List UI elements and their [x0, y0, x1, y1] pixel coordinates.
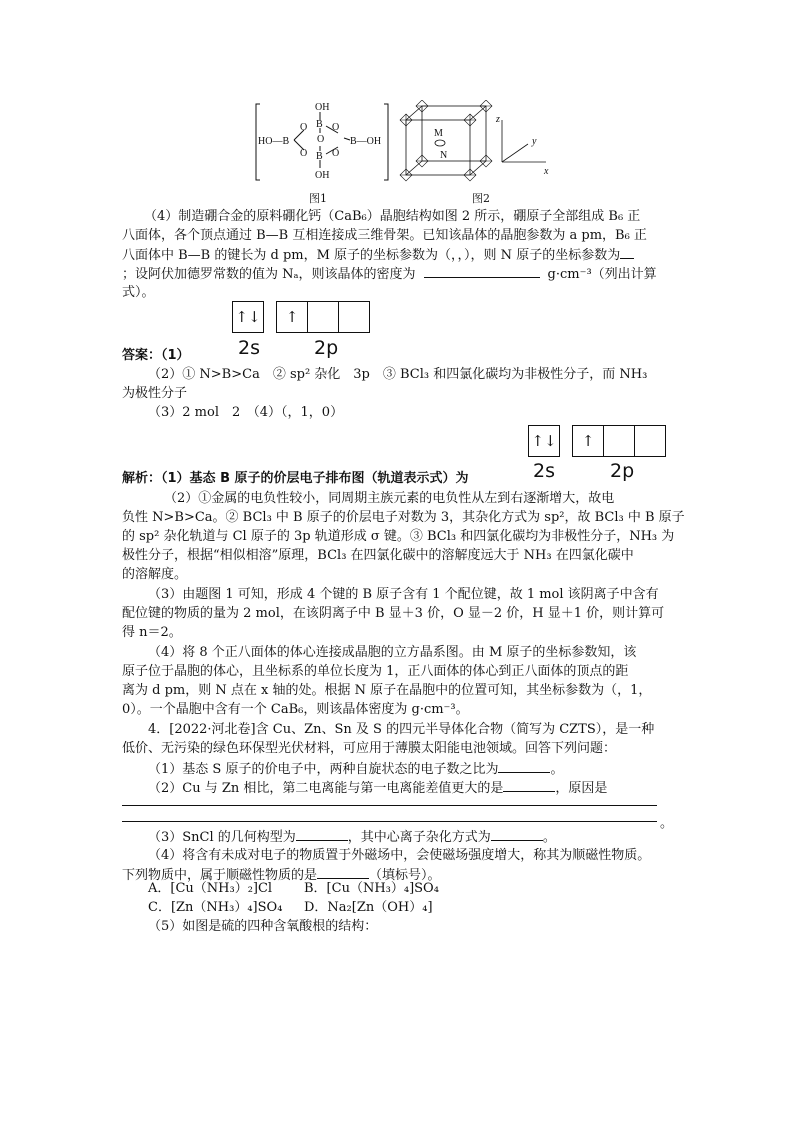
q4-hebei-sub-4-l1: （4）将含有未成对电子的物质置于外磁场中，会使磁场强度增大，称其为顺磁性物质。	[148, 848, 651, 863]
q4-line-2: 八面体，各个顶点通过 B—B 互相连接成三维骨架。已知该晶体的晶胞参数为 a pm，B₆ 正	[122, 228, 647, 243]
orbital-2p-box-1: ↑	[276, 301, 308, 333]
reason-blank-line-1[interactable]	[122, 805, 657, 806]
analysis-p3-l2: 配位键的物质的量为 2 mol，在该阴离子中 B 显＋3 价，O 显－2 价，H 显＋1 价，则计算可	[122, 606, 665, 621]
analysis-p2-l4: 极性分子，根据“相似相溶”原理，BCl₃ 在四氯化碳中的溶解度远大于 NH₃ 在四氯化碳中	[122, 548, 634, 563]
orbital-spacer	[559, 425, 573, 455]
orbital-2s-label: 2s	[238, 337, 260, 359]
x-axis-label: x	[544, 166, 549, 177]
sub-3-text: （3）SnCl 的几何构型为	[148, 830, 296, 845]
option-d[interactable]: D．Na₂[Zn（OH）₄]	[304, 900, 433, 915]
option-c[interactable]: C．[Zn（NH₃）₄]SO₄	[148, 900, 283, 915]
figure-2-cab6-cell	[396, 100, 566, 185]
ho-left-label: HO—B	[258, 136, 290, 147]
option-b[interactable]: B．[Cu（NH₃）₄]SO₄	[304, 881, 439, 896]
q4-hebei-line-1: 4．[2022·河北卷]含 Cu、Zn、Sn 及 S 的四元半导体化合物（简写为 CZTS），是一种	[148, 722, 655, 737]
orbital-2p-label: 2p	[610, 460, 635, 482]
sub-1-end: 。	[550, 762, 564, 777]
orbital-2s-label: 2s	[533, 460, 555, 482]
sub-4-end: （填标号）。	[369, 868, 441, 883]
svg-text:O: O	[300, 148, 308, 159]
orbital-2s-box: ↑↓	[528, 425, 560, 457]
oh-top-label: OH	[315, 102, 330, 113]
orbital-spacer	[263, 301, 277, 331]
sub-4-text: 下列物质中，属于顺磁性物质的是	[122, 868, 318, 883]
ionization-blank[interactable]	[503, 779, 555, 792]
sub-2-text: （2）Cu 与 Zn 相比，第二电离能与第一电离能差值更大的是	[148, 781, 504, 796]
q4-line-1: （4）制造硼合金的原料硼化钙（CaB₆）晶胞结构如图 2 所示，硼原子全部组成 B₆ 正	[144, 209, 641, 224]
orbital-2p-label: 2p	[314, 337, 339, 359]
option-a[interactable]: A．[Cu（NH₃）₂]Cl	[148, 881, 273, 896]
svg-text:O: O	[332, 148, 340, 159]
q4-line-4	[122, 265, 657, 284]
analysis-p3-l3: 得 n＝2。	[122, 625, 182, 640]
figure-1-caption: 图1	[309, 192, 327, 205]
sub-2-mid: ，原因是	[555, 781, 608, 796]
analysis-p4-l4: 0）。一个晶胞中含有一个 CaB₆，则该晶体密度为 g·cm⁻³。	[122, 702, 469, 717]
sub-3-end: 。	[542, 830, 556, 845]
orbital-2p-box-3	[338, 301, 370, 333]
answer-line-4: （3）2 mol 2 （4）（，1，0）	[148, 405, 344, 420]
answer-line-2: （2）① N>B>Ca ② sp² 杂化 3p ③ BCl₃ 和四氯化碳均为非极性分子，而 NH₃	[148, 367, 648, 382]
spin-ratio-blank[interactable]	[498, 760, 550, 773]
cab6-cell-diagram	[396, 100, 566, 185]
analysis-p2-l3: 的 sp² 杂化轨道与 Cl 原子的 3p 轨道形成 σ 键。③ BCl₃ 和四氯化碳均为非极性分子，NH₃ 为	[122, 529, 675, 544]
b-top-label: B	[316, 119, 323, 130]
q4-hebei-line-2: 低价、无污染的绿色环保型光伏材料，可应用于薄膜太阳能电池领域。回答下列问题：	[122, 741, 617, 756]
analysis-head: 解析：（1）基态 B 原子的价层电子排布图（轨道表示式）为	[122, 471, 469, 486]
sub-3-mid: ，其中心离子杂化方式为	[347, 830, 491, 845]
borate-diagram	[254, 100, 394, 185]
q4-hebei-sub-2	[148, 779, 607, 798]
q4-line-5: 式）。	[122, 285, 155, 300]
analysis-p4-l1: （4）将 8 个正八面体的体心连接成晶胞的立方晶系图。由 M 原子的坐标参数知，该	[148, 645, 637, 660]
q4-line-4-text: ；设阿伏加德罗常数的值为 Nₐ，则该晶体的密度为	[122, 267, 416, 282]
analysis-p4-l2: 原子位于晶胞的体心，且坐标系的单位长度为 1，正八面体的体心到正八面体的顶点的距	[122, 664, 629, 679]
analysis-p3-l1: （3）由题图 1 可知，形成 4 个键的 B 原子含有 1 个配位键，故 1 mol 该阴离子中含有	[148, 587, 659, 602]
sub-2-end: 。	[660, 816, 674, 831]
n-coord-blank[interactable]	[620, 246, 634, 259]
figure-1-borate-structure	[254, 100, 394, 185]
geometry-blank[interactable]	[296, 828, 348, 841]
orbital-2p-box-2	[307, 301, 339, 333]
q4-line-4-end: g·cm⁻³（列出计算	[547, 267, 657, 282]
hybridization-blank[interactable]	[491, 828, 543, 841]
q4-line-3	[122, 246, 634, 265]
density-blank[interactable]	[424, 265, 540, 278]
q4-hebei-sub-3	[148, 828, 556, 847]
svg-text:O: O	[300, 122, 308, 133]
orbital-2s-box: ↑↓	[232, 301, 264, 333]
m-atom-label: M	[434, 128, 443, 139]
svg-text:O: O	[317, 134, 325, 145]
b-right-label: B—OH	[350, 136, 382, 147]
orbital-2p-box-2	[603, 425, 635, 457]
answer-head	[122, 347, 190, 365]
q4-hebei-sub-1	[148, 760, 563, 779]
y-axis-label: y	[532, 136, 537, 147]
figure-2-caption: 图2	[472, 192, 490, 205]
orbital-diagram-answer	[232, 301, 370, 333]
answer-line-3: 为极性分子	[122, 386, 188, 401]
oh-bottom-label: OH	[315, 170, 330, 181]
analysis-p2-l5: 的溶解度。	[122, 567, 188, 582]
q4-line-3-text: 八面体中 B—B 的键长为 d pm，M 原子的坐标参数为（，，），则 N 原子的坐标参数为	[122, 248, 621, 263]
q4-hebei-sub-5: （5）如图是硫的四种含氧酸根的结构：	[148, 919, 378, 934]
svg-text:O: O	[332, 122, 340, 133]
analysis-p2-l1: （2）①金属的电负性较小，同周期主族元素的电负性从左到右逐渐增大，故电	[164, 491, 615, 506]
n-atom-label: N	[440, 150, 448, 161]
analysis-p2-l2: 负性 N>B>Ca。② BCl₃ 中 B 原子的价层电子对数为 3，其杂化方式为 sp²，故 BCl₃ 中 B 原子	[122, 510, 685, 525]
orbital-2p-box-3	[634, 425, 666, 457]
orbital-2p-box-1: ↑	[572, 425, 604, 457]
reason-blank-line-2[interactable]	[122, 821, 657, 822]
answer-label: 答案：（1）	[122, 348, 190, 363]
sub-1-text: （1）基态 S 原子的价电子中，两种自旋状态的电子数之比为	[148, 762, 499, 777]
z-axis-label: z	[496, 114, 500, 125]
orbital-diagram-analysis	[528, 425, 666, 457]
b-bottom-label: B	[316, 151, 323, 162]
analysis-p4-l3: 离为 d pm，则 N 点在 x 轴的处。根据 N 原子在晶胞中的位置可知，其坐标参数为（，1，	[122, 683, 652, 698]
paramagnetic-blank[interactable]	[317, 866, 369, 879]
